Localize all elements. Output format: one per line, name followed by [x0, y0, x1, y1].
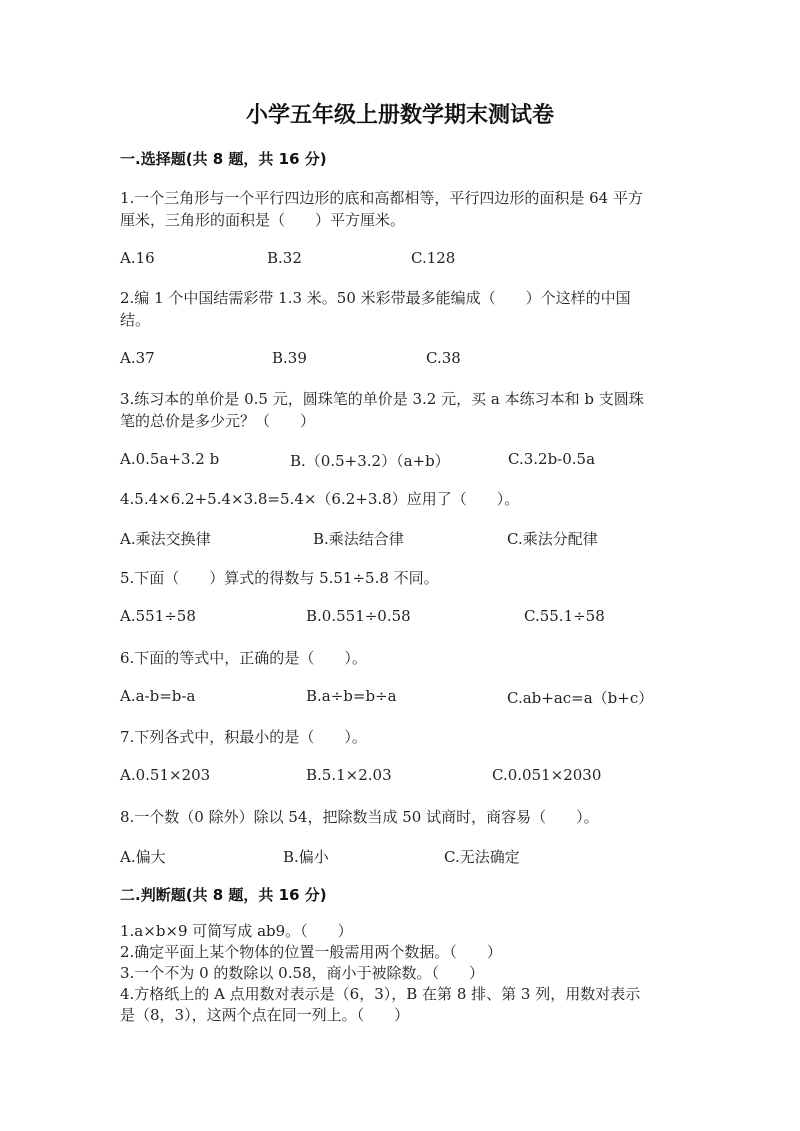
judgement-item: 2.确定平面上某个物体的位置一般需用两个数据。（ ） [120, 943, 502, 961]
question-text-line: 7.下列各式中，积最小的是（ ）。 [120, 728, 367, 746]
section-heading-choice: 一.选择题(共 8 题，共 16 分) [120, 150, 327, 168]
judgement-item: 3.一个不为 0 的数除以 0.58，商小于被除数。（ ） [120, 964, 485, 982]
question-text-line: 6.下面的等式中，正确的是（ ）。 [120, 649, 367, 667]
question-text-line: 1.一个三角形与一个平行四边形的底和高都相等，平行四边形的面积是 64 平方 [120, 189, 643, 207]
option-a: A.乘法交换律 [120, 530, 211, 548]
judgement-list [120, 921, 640, 1026]
option-a: A.551÷58 [120, 607, 196, 625]
section-heading-true-false: 二.判断题(共 8 题，共 16 分) [120, 886, 327, 904]
option-a: A.0.5a+3.2 b [120, 450, 220, 468]
option-b: B.5.1×2.03 [306, 766, 392, 784]
question-1 [120, 187, 643, 231]
option-a: A.0.51×203 [120, 766, 211, 784]
option-c: C.乘法分配律 [507, 530, 598, 548]
option-c: C.128 [411, 249, 456, 267]
question-8 [120, 806, 599, 828]
option-c: C.38 [426, 349, 461, 367]
option-a: A.a-b=b-a [120, 687, 196, 705]
option-b: B.0.551÷0.58 [306, 607, 411, 625]
option-b: B.乘法结合律 [313, 530, 404, 548]
judgement-item: 1.a×b×9 可简写成 ab9。（ ） [120, 922, 353, 940]
option-c: C.0.051×2030 [492, 766, 602, 784]
option-c: C.ab+ac=a（b+c） [507, 689, 654, 707]
question-text-line: 8.一个数（0 除外）除以 54，把除数当成 50 试商时，商容易（ ）。 [120, 808, 599, 826]
question-text-line: 笔的总价是多少元？（ ） [120, 412, 316, 430]
question-4 [120, 488, 519, 510]
question-2 [120, 287, 631, 331]
option-a: A.37 [120, 349, 155, 367]
option-a: A.16 [120, 249, 155, 267]
question-5 [120, 567, 439, 589]
option-c: C.3.2b-0.5a [508, 450, 596, 468]
question-text-line: 2.编 1 个中国结需彩带 1.3 米。50 米彩带最多能编成（ ）个这样的中国 [120, 289, 631, 307]
option-c: C.55.1÷58 [524, 607, 605, 625]
question-text-line: 3.练习本的单价是 0.5 元，圆珠笔的单价是 3.2 元，买 a 本练习本和 b 支圆珠 [120, 390, 644, 408]
option-b: B.（0.5+3.2）（a+b） [290, 452, 450, 470]
option-a: A.偏大 [120, 848, 166, 866]
question-text-line: 结。 [120, 311, 151, 329]
option-b: B.39 [272, 349, 307, 367]
judgement-item: 4.方格纸上的 A 点用数对表示是（6，3），B 在第 8 排、第 3 列，用数对表示 [120, 985, 641, 1003]
option-c: C.无法确定 [444, 848, 520, 866]
option-b: B.32 [267, 249, 302, 267]
option-b: B.偏小 [283, 848, 329, 866]
question-7 [120, 726, 367, 748]
question-text-line: 厘米，三角形的面积是（ ）平方厘米。 [120, 211, 406, 229]
judgement-item-continued: 是（8，3），这两个点在同一列上。（ ） [120, 1006, 410, 1024]
question-3 [120, 388, 644, 432]
question-text-line: 5.下面（ ）算式的得数与 5.51÷5.8 不同。 [120, 569, 439, 587]
option-b: B.a÷b=b÷a [306, 687, 397, 705]
question-text-line: 4.5.4×6.2+5.4×3.8=5.4×（6.2+3.8）应用了（ ）。 [120, 490, 520, 508]
page-title: 小学五年级上册数学期末测试卷 [245, 103, 554, 128]
question-6 [120, 647, 367, 669]
